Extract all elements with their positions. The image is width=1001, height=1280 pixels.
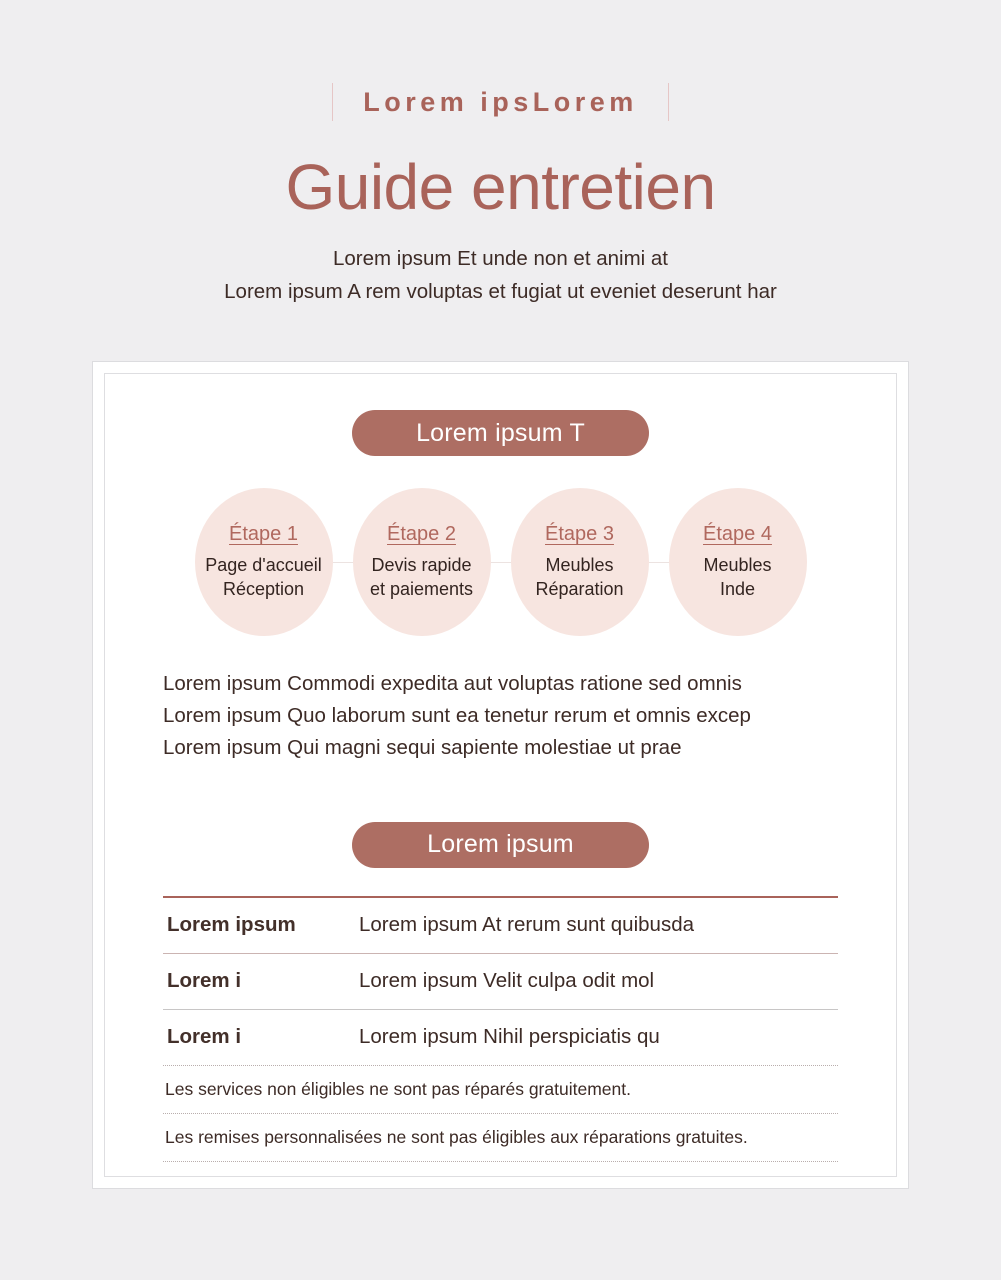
table-row-1-value: Lorem ipsum At rerum sunt quibusda	[359, 913, 694, 937]
subtitle-line-2: Lorem ipsum A rem voluptas et fugiat ut eveniet deserunt har	[224, 279, 777, 303]
step-4-description	[703, 554, 771, 602]
step-1-desc-line-1: Page d'accueil	[205, 554, 322, 575]
footnote-2: Les remises personnalisées ne sont pas éligibles aux réparations gratuites.	[163, 1114, 838, 1162]
step-circle-3	[511, 488, 649, 636]
subtitle-line-1: Lorem ipsum Et unde non et animi at	[332, 247, 669, 271]
details-table	[163, 896, 838, 1066]
page-subtitle	[0, 243, 1001, 308]
steps-row	[105, 486, 896, 638]
section-one-paragraph	[105, 668, 896, 764]
footnote-1: Les services non éligibles ne sont pas réparés gratuitement.	[163, 1066, 838, 1114]
step-circle-1	[195, 488, 333, 636]
step-3-desc-line-2: Réparation	[535, 578, 624, 599]
step-2-title: Étape 2	[387, 522, 456, 545]
section-two-heading-pill: Lorem ipsum	[352, 822, 649, 868]
step-4-desc-line-1: Meubles	[703, 554, 772, 575]
paragraph-line-3: Lorem ipsum Qui magni sequi sapiente molestiae ut prae	[163, 735, 682, 759]
paragraph-line-1: Lorem ipsum Commodi expedita aut voluptas ratione sed omnis	[163, 672, 742, 695]
step-2-description	[370, 554, 473, 602]
eyebrow-label: Lorem ipsLorem	[363, 86, 638, 117]
step-3-title: Étape 3	[545, 522, 614, 545]
step-circle-4	[669, 488, 807, 636]
paragraph-line-2: Lorem ipsum Quo laborum sunt ea tenetur rerum et omnis excep	[163, 703, 751, 727]
table-row	[163, 954, 838, 1010]
step-1-description	[205, 554, 322, 602]
step-3-desc-line-1: Meubles	[545, 554, 614, 575]
step-2-desc-line-1: Devis rapide	[371, 554, 472, 575]
table-row	[163, 1010, 838, 1066]
step-4-title: Étape 4	[703, 522, 772, 545]
step-4-desc-line-2: Inde	[719, 578, 756, 599]
step-3-description	[535, 554, 623, 602]
content-frame-inner	[104, 373, 897, 1177]
step-1-title: Étape 1	[229, 522, 298, 545]
table-row-2-label: Lorem i	[167, 969, 242, 993]
table-row-3-label: Lorem i	[167, 1025, 242, 1049]
table-row	[163, 898, 838, 954]
content-frame-outer	[92, 361, 909, 1189]
page-title: Guide entretien	[285, 151, 716, 223]
table-row-3-value: Lorem ipsum Nihil perspiciatis qu	[359, 1025, 660, 1049]
step-1-desc-line-2: Réception	[222, 578, 305, 599]
section-one-heading-pill: Lorem ipsum T	[352, 410, 649, 456]
table-row-2-value: Lorem ipsum Velit culpa odit mol	[359, 969, 655, 993]
step-circle-2	[353, 488, 491, 636]
step-2-desc-line-2: et paiements	[369, 578, 474, 599]
eyebrow-row	[0, 78, 1001, 126]
document-header	[0, 0, 1001, 308]
eyebrow-rule-right	[668, 83, 669, 121]
table-row-1-label: Lorem ipsum	[167, 913, 296, 937]
